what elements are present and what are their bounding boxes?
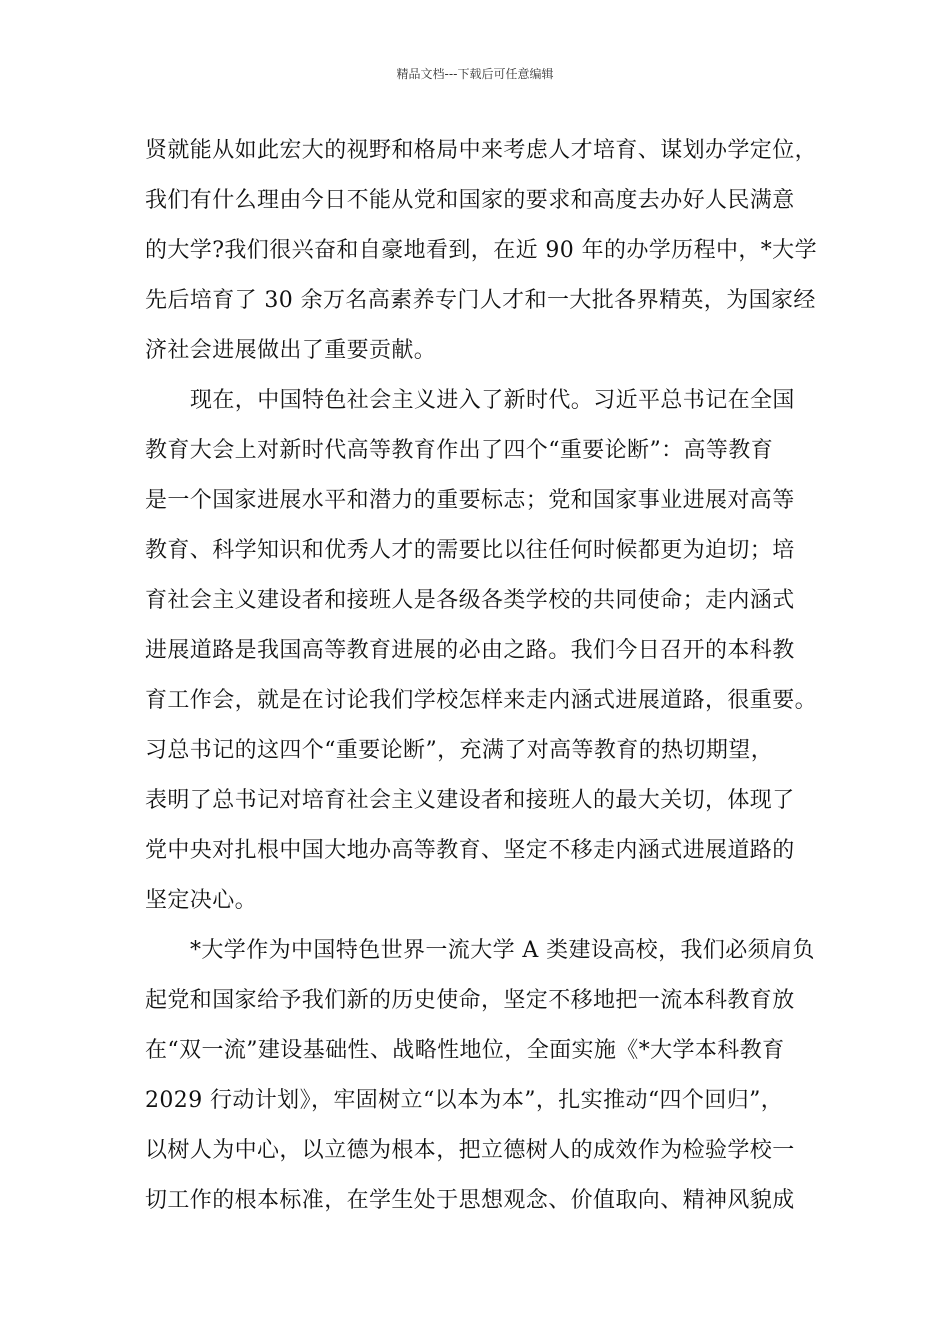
text-line: 育社会主义建设者和接班人是各级各类学校的共同使命；走内涵式 xyxy=(145,588,795,613)
text-line: 济社会进展做出了重要贡献。 xyxy=(145,338,437,363)
text-line: 表明了总书记对培育社会主义建设者和接班人的最大关切，体现了 xyxy=(145,788,795,813)
text-line: 先后培育了 30 余万名高素养专门人才和一大批各界精英，为国家经 xyxy=(145,288,816,313)
text-line: 教育大会上对新时代高等教育作出了四个“重要论断”：高等教育 xyxy=(145,438,774,463)
text-line: 2029 行动计划》，牢固树立“以本为本”，扎实推动“四个回归”， xyxy=(145,1088,784,1113)
text-line: 以树人为中心，以立德为根本，把立德树人的成效作为检验学校一 xyxy=(145,1138,795,1163)
text-line: 党中央对扎根中国大地办高等教育、坚定不移走内涵式进展道路的 xyxy=(145,838,795,863)
text-line: 我们有什么理由今日不能从党和国家的要求和高度去办好人民满意 xyxy=(145,188,795,213)
text-line: 的大学?我们很兴奋和自豪地看到，在近 90 年的办学历程中，*大学 xyxy=(145,238,817,263)
text-line: 教育、科学知识和优秀人才的需要比以往任何时候都更为迫切；培 xyxy=(145,538,795,563)
page-header: 精品文档---下载后可任意编辑 xyxy=(396,67,554,81)
text-line: 坚定决心。 xyxy=(145,888,258,913)
text-line: 贤就能从如此宏大的视野和格局中来考虑人才培育、谋划办学定位， xyxy=(145,138,818,163)
paragraph-start-line: 现在，中国特色社会主义进入了新时代。习近平总书记在全国 xyxy=(190,388,795,413)
text-line: 育工作会，就是在讨论我们学校怎样来走内涵式进展道路，很重要。 xyxy=(145,688,818,713)
text-line: 是一个国家进展水平和潜力的重要标志；党和国家事业进展对高等 xyxy=(145,488,795,513)
text-line: 切工作的根本标准，在学生处于思想观念、价值取向、精神风貌成 xyxy=(145,1188,795,1213)
text-line: 起党和国家给予我们新的历史使命，坚定不移地把一流本科教育放 xyxy=(145,988,795,1013)
paragraph-start-line: *大学作为中国特色世界一流大学 A 类建设高校，我们必须肩负 xyxy=(190,938,815,963)
text-line: 在“双一流”建设基础性、战略性地位，全面实施《*大学本科教育 xyxy=(145,1038,785,1063)
text-line: 习总书记的这四个“重要论断”，充满了对高等教育的热切期望， xyxy=(145,738,774,763)
text-line: 进展道路是我国高等教育进展的必由之路。我们今日召开的本科教 xyxy=(145,638,795,663)
